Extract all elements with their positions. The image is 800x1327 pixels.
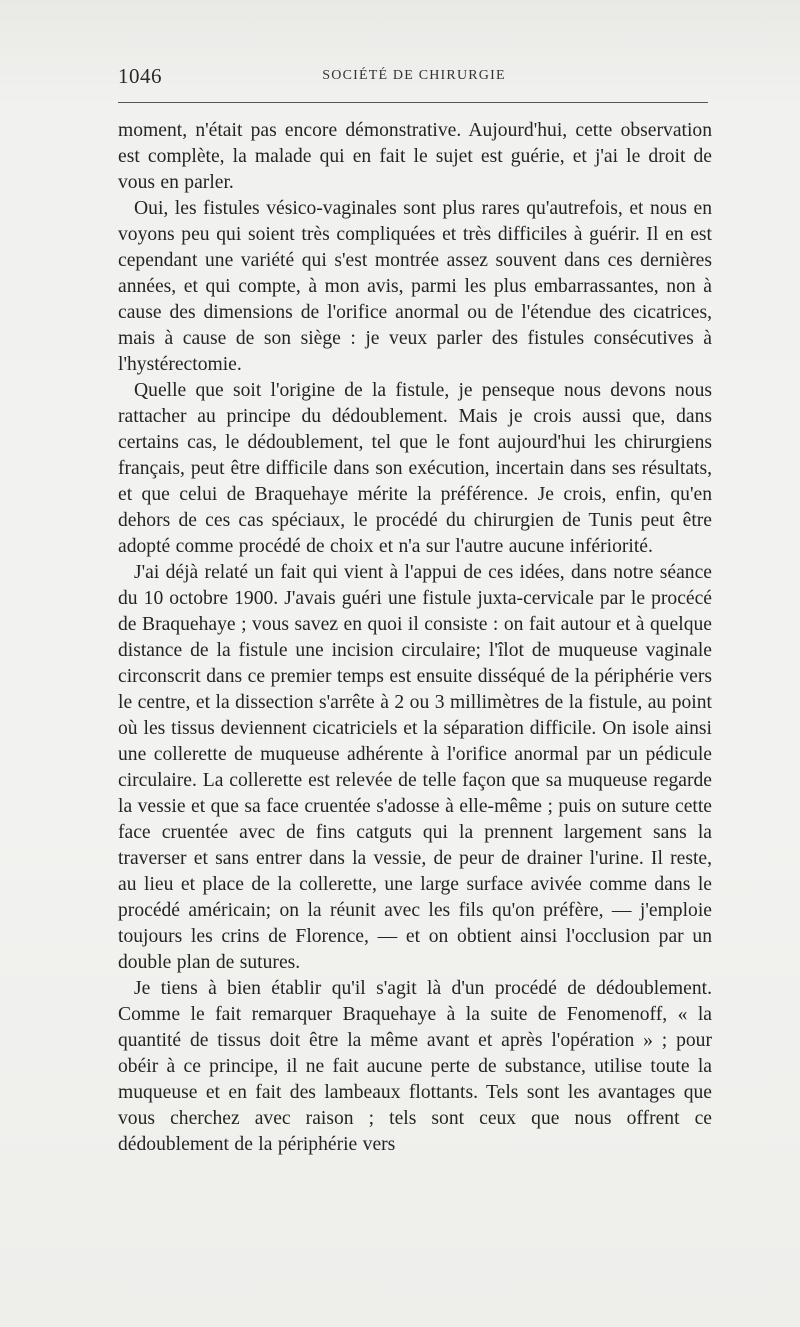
paragraph: J'ai déjà relaté un fait qui vient à l'appui de ces idées, dans notre séance du 10 octobre 1900. J'avais guéri une fistule juxta-cervicale par le procécé de Braquehaye ; vous savez en quoi il consiste : on fait autour et à quelque distance de la fistule une incision circulaire; l'îlot de muqueuse vaginale circonscrit dans ce premier temps est ensuite disséqué de la périphérie vers le centre, et la dissection s'arrête à 2 ou 3 millimètres de la fistule, au point où les tissus deviennent cicatriciels et la séparation difficile. On isole ainsi une collerette de muqueuse adhérente à l'orifice anormal par un pédicule circulaire. La collerette est relevée de telle façon que sa muqueuse regarde la vessie et que sa face cruentée s'adosse à elle-même ; puis on suture cette face cruentée avec de fins catguts qui la prennent largement sans la traverser et sans entrer dans la vessie, de peur de drainer l'urine. Il reste, au lieu et place de la collerette, une large surface avivée comme dans le procédé américain; on la réunit avec les fils qu'on préfère, — j'emploie toujours les crins de Florence, — et on obtient ainsi l'occlusion par un double plan de sutures. <box>118 562 712 973</box>
body-text <box>118 118 712 1158</box>
header-rule <box>118 102 708 103</box>
paragraph: Je tiens à bien établir qu'il s'agit là d'un procédé de dédoublement. Comme le fait remarquer Braquehaye à la suite de Fenomenoff, « la quantité de tissus doit être la même avant et après l'opération » ; pour obéir à ce principe, il ne fait aucune perte de substance, utilise toute la muqueuse et en fait des lambeaux flottants. Tels sont les avantages que vous cherchez avec raison ; tels sont ceux que nous offrent ce dédoublement de la périphérie vers <box>118 978 712 1155</box>
paragraph: Quelle que soit l'origine de la fistule, je penseque nous devons nous rattacher au principe du dédoublement. Mais je crois aussi que, dans certains cas, le dédoublement, tel que le font aujourd'hui les chirurgiens français, peut être difficile dans son exécution, incertain dans ses résultats, et que celui de Braquehaye mérite la préférence. Je crois, enfin, qu'en dehors de ces cas spéciaux, le procédé du chirurgien de Tunis peut être adopté comme procédé de choix et n'a sur l'autre aucune infériorité. <box>118 380 712 557</box>
page-header <box>118 64 710 92</box>
paragraph: Oui, les fistules vésico-vaginales sont plus rares qu'autrefois, et nous en voyons peu qui soient très compliquées et très difficiles à guérir. Il en est cependant une variété qui s'est montrée assez souvent dans ces dernières années, et qui compte, à mon avis, parmi les plus embarrassantes, non à cause des dimensions de l'orifice anormal ou de l'étendue des cicatrices, mais à cause de son siège : je veux parler des fistules consécutives à l'hystérectomie. <box>118 198 712 375</box>
paragraph: moment, n'était pas encore démonstrative. Aujourd'hui, cette observation est complète, la malade qui en fait le sujet est guérie, et j'ai le droit de vous en parler. <box>118 120 712 193</box>
page-number: 1046 <box>118 64 162 88</box>
running-title: SOCIÉTÉ DE CHIRURGIE <box>322 68 506 83</box>
